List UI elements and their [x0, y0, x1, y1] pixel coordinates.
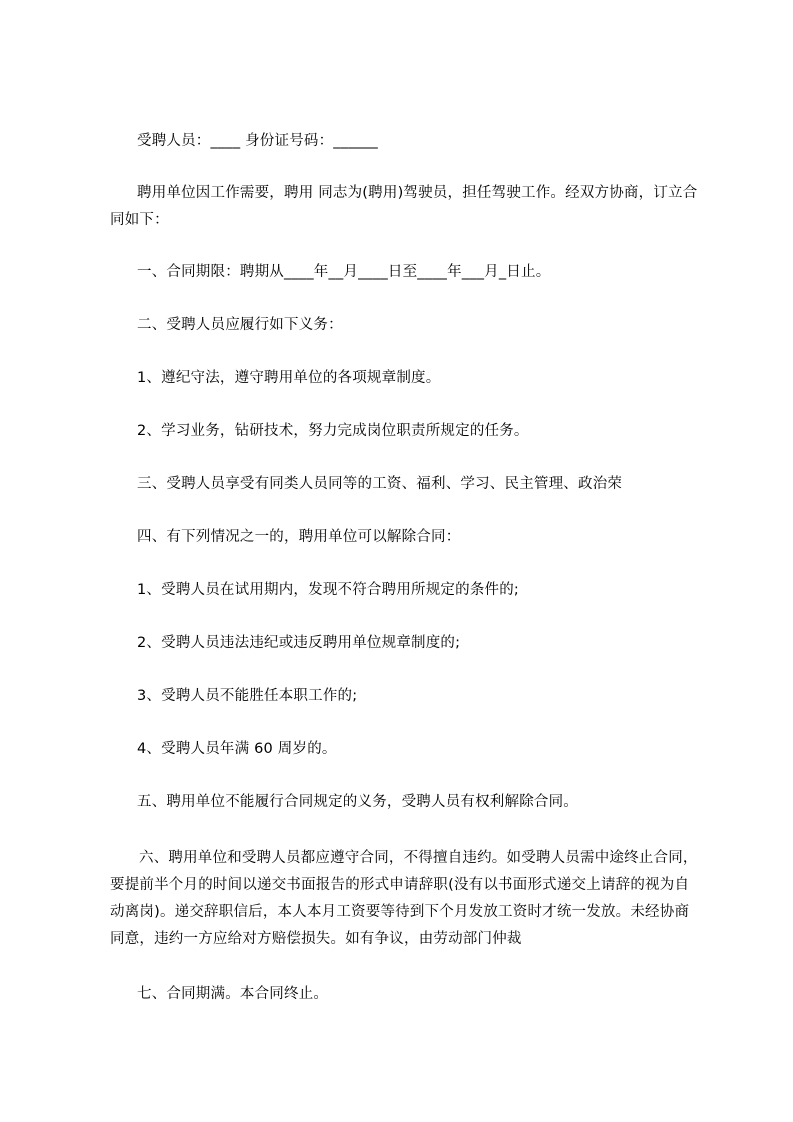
- termination-item-1: 1、受聘人员在试用期内，发现不符合聘用所规定的条件的;: [137, 582, 520, 598]
- intro-paragraph: 聘用单位因工作需要，聘用 同志为(聘用)驾驶员，担任驾驶工作。经双方协商，订立合同如下：: [110, 185, 698, 228]
- termination-item-2: 2、受聘人员违法违纪或违反聘用单位规章制度的;: [137, 635, 461, 651]
- clause-employee-rescind: 五、聘用单位不能履行合同规定的义务，受聘人员有权利解除合同。: [137, 794, 578, 810]
- clause-duties-title: 二、受聘人员应履行如下义务：: [137, 317, 343, 333]
- termination-item-4: 4、受聘人员年满 60 周岁的。: [137, 741, 337, 757]
- clause-compliance: 六、聘用单位和受聘人员都应遵守合同，不得擅自违约。如受聘人员需中途终止合同，要提前半个月的时间以递交书面报告的形式申请辞职(没有以书面形式递交上请辞的视为自动离岗)。递交辞职信后，本人本月工资要等待到下个月发放工资时才统一发放。未经协商同意，违约一方应给对方赔偿损失。如有争议，由劳动部门仲裁: [110, 850, 698, 947]
- termination-item-3: 3、受聘人员不能胜任本职工作的;: [137, 688, 358, 704]
- duty-item-1: 1、遵纪守法，遵守聘用单位的各项规章制度。: [137, 370, 441, 386]
- duty-item-2: 2、学习业务，钻研技术，努力完成岗位职责所规定的任务。: [137, 423, 529, 439]
- clause-termination-title: 四、有下列情况之一的，聘用单位可以解除合同：: [137, 529, 461, 545]
- header-line: 受聘人员：____ 身份证号码：______: [137, 133, 379, 149]
- clause-rights: 三、受聘人员享受有同类人员同等的工资、福利、学习、民主管理、政治荣: [137, 476, 623, 492]
- clause-expiry: 七、合同期满。本合同终止。: [137, 986, 329, 1002]
- clause-term: 一、合同期限：聘期从____年__月____日至____年___月_日止。: [137, 264, 551, 280]
